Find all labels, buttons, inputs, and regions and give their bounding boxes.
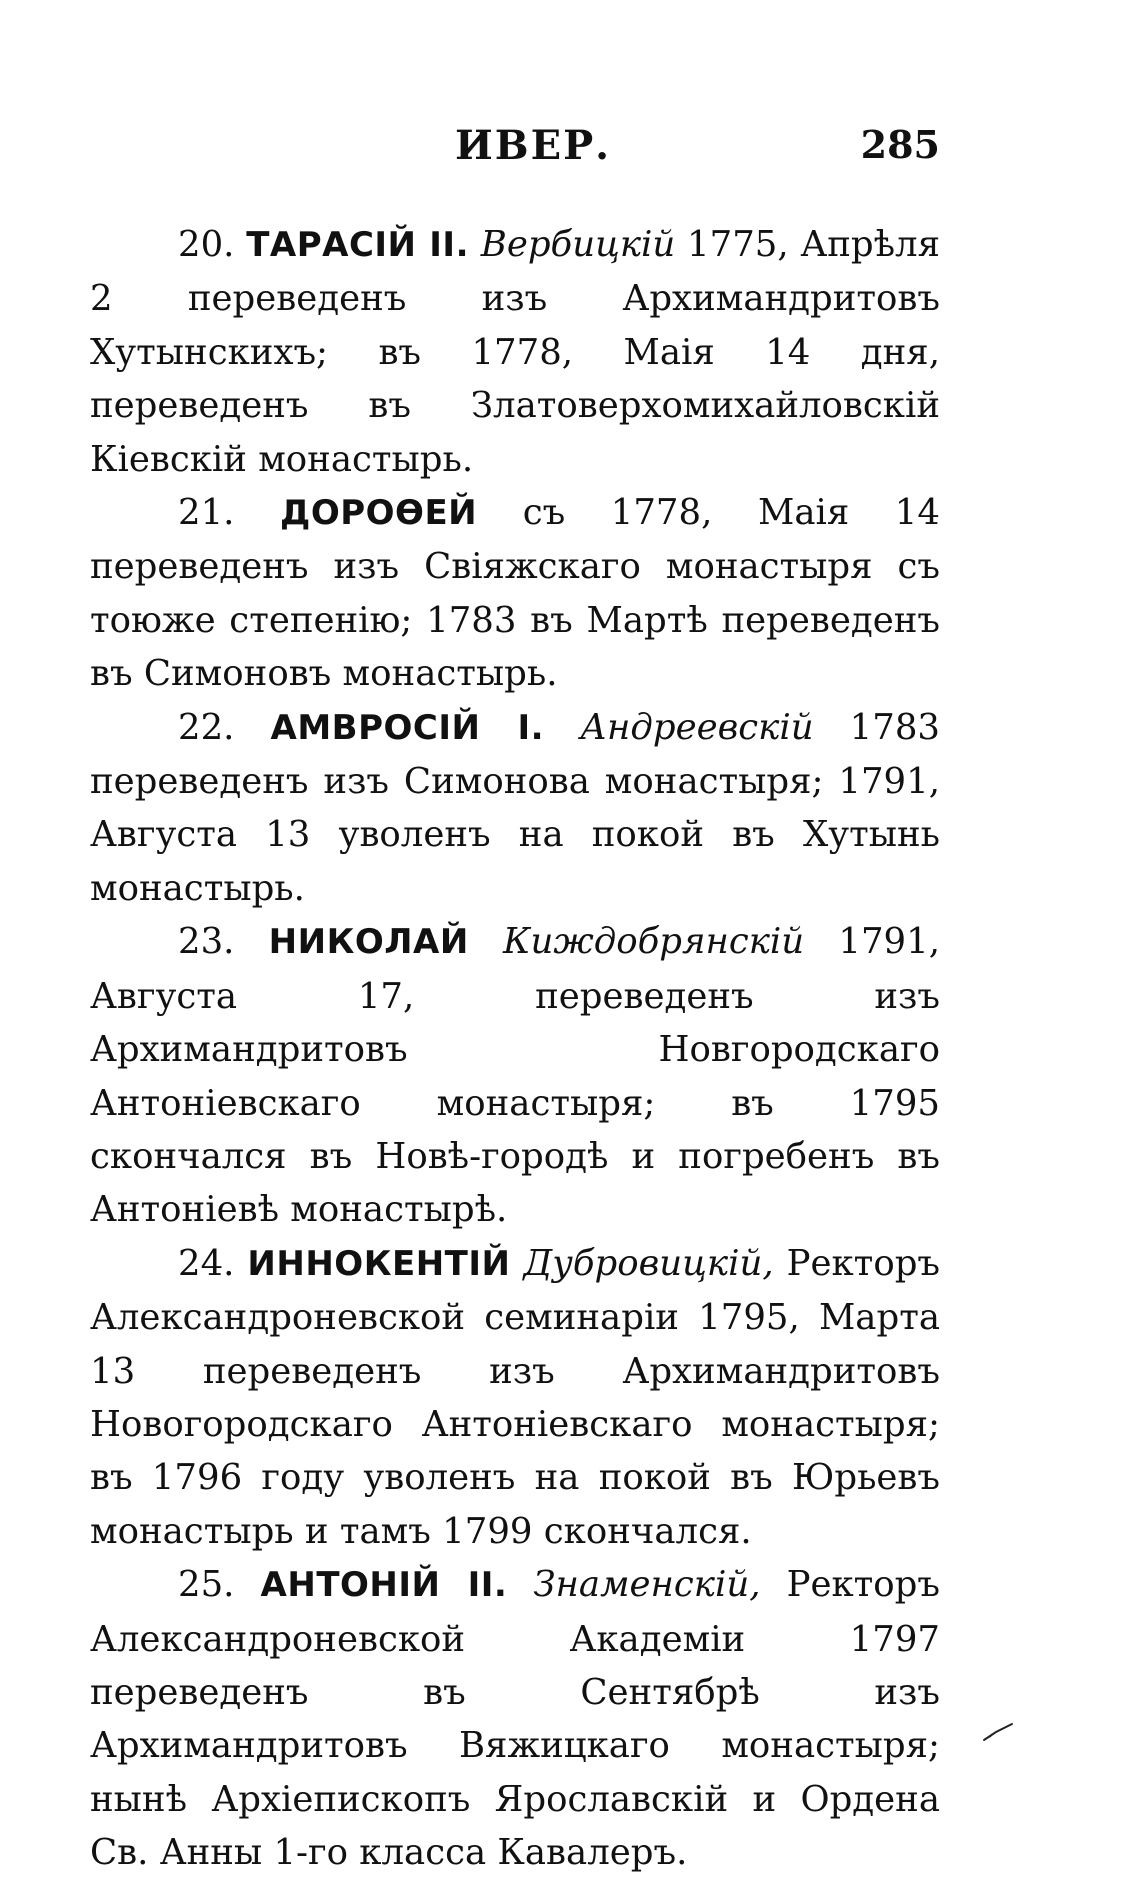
entry-number: 24. <box>178 1242 235 1284</box>
entry-text: Ректоръ Александроневской семинаріи 1795, Марта 13 переведенъ изъ Архимандритовъ Новогородскаго Антоніевскаго монастыря; въ 1796 году уволенъ на покой въ Юрьевъ монастырь и тамъ 1799 скончался. <box>90 1242 940 1552</box>
page-number: 285 <box>860 122 940 167</box>
entry-name: АНТОНІЙ II. <box>260 1565 508 1606</box>
entry-text: съ 1778, Маія 14 переведенъ изъ Свіяжскаго монастыря съ тоюже степенію; 1783 въ Мартѣ переведенъ въ Симоновъ монастырь. <box>90 492 940 695</box>
entry-number: 25. <box>178 1564 235 1606</box>
pen-stroke-mark <box>982 1722 1014 1742</box>
entry-25 <box>90 1558 940 1879</box>
entry-text: 1783 переведенъ изъ Симонова монастыря; 1791, Августа 13 уволенъ на покой въ Хутынь монастырь. <box>90 706 940 909</box>
entry-name: ТАРАСІЙ II. <box>246 225 469 265</box>
entry-surname: Киждобрянскій <box>503 921 805 963</box>
entry-surname: Знаменскій, <box>533 1564 761 1606</box>
running-title: ИВЕР. <box>455 122 612 169</box>
entry-name: НИКОЛАЙ <box>268 922 469 963</box>
entry-surname: Андреевскій <box>580 706 814 748</box>
entry-surname: Вербицкій <box>480 224 676 265</box>
entry-text: Ректоръ Александроневской Академіи 1797 переведенъ въ Сентябрѣ изъ Архимандритовъ Вяжицкаго монастыря; нынѣ Архіепископъ Ярославскій и Ордена Св. Анны 1-го класса Кавалеръ. <box>90 1564 940 1874</box>
entry-number: 23. <box>178 921 235 963</box>
entry-number: 20. <box>178 224 235 265</box>
entry-name: ИННОКЕНТІЙ <box>247 1243 511 1284</box>
entry-number: 21. <box>178 492 235 534</box>
page-header <box>90 122 940 172</box>
entry-surname: Дубровицкій, <box>523 1242 774 1284</box>
entry-20 <box>90 218 940 486</box>
entry-21 <box>90 486 940 701</box>
entry-text: 1791, Августа 17, переведенъ изъ Архимандритовъ Новгородскаго Антоніевскаго монастыря; въ 1795 скончался въ Новѣ-городѣ и погребенъ въ Антоніевѣ монастырѣ. <box>90 921 940 1231</box>
entry-22 <box>90 701 940 916</box>
entry-24 <box>90 1237 940 1558</box>
entry-name: ДОРОѲЕЙ <box>280 493 478 534</box>
entry-23 <box>90 915 940 1236</box>
entry-list <box>90 218 940 1880</box>
entry-name: АМВРОСІЙ I. <box>270 707 545 748</box>
entry-text: 1775, Апрѣля 2 переведенъ изъ Архимандритовъ Хутынскихъ; въ 1778, Маія 14 дня, переведенъ въ Златоверхомихайловскій Кіевскій монастырь. <box>90 224 940 480</box>
entry-number: 22. <box>178 706 235 748</box>
